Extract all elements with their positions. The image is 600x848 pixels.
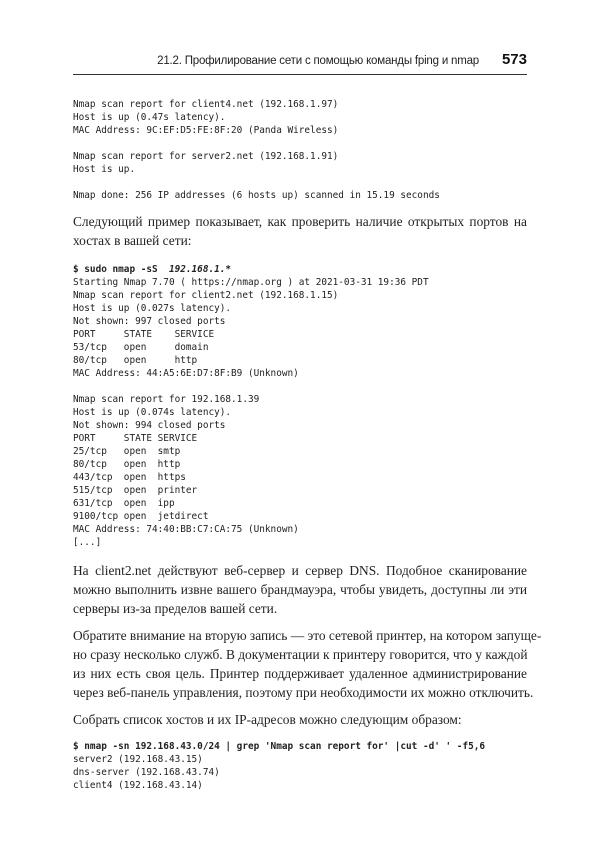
paragraph-open-ports-intro xyxy=(73,212,527,250)
code-line: 9100/tcp open jetdirect xyxy=(73,511,209,522)
code-line: [...] xyxy=(73,537,102,548)
code-line: 80/tcp open http xyxy=(73,459,181,470)
code-line: server2 (192.168.43.15) xyxy=(73,754,203,765)
code-line: MAC Address: 44:A5:6E:D7:8F:B9 (Unknown) xyxy=(73,368,299,379)
paragraph-line: из них есть своя цель. Принтер поддерживает удаленное администрирование xyxy=(73,666,527,681)
running-header xyxy=(73,50,527,75)
paragraph-printer-note xyxy=(73,626,542,702)
code-line: Host is up (0.47s latency). xyxy=(73,112,226,123)
paragraph-line: можно выполнить извне вашего брандмауэра, чтобы увидеть, доступны ли эти xyxy=(73,582,527,597)
code-line: Host is up. xyxy=(73,164,136,175)
paragraph-line: Собрать список хостов и их IP-адресов можно следующим образом: xyxy=(73,712,462,727)
command-line: $ nmap -sn 192.168.43.0/24 | grep 'Nmap scan report for' |cut -d' ' -f5,6 xyxy=(73,741,486,752)
code-line: Nmap done: 256 IP addresses (6 hosts up) scanned in 15.19 seconds xyxy=(73,190,440,201)
paragraph-line: Обратите внимание на вторую запись — это сетевой принтер, на котором запуще- xyxy=(73,628,542,643)
paragraph-host-list-intro xyxy=(73,710,527,729)
code-line: Not shown: 997 closed ports xyxy=(73,316,226,327)
code-line: PORT STATE SERVICE xyxy=(73,329,215,340)
code-line: Host is up (0.074s latency). xyxy=(73,407,232,418)
code-block-nmap-sn xyxy=(73,740,527,792)
chapter-title: 21.2. Профилирование сети с помощью команды fping и nmap xyxy=(157,55,479,67)
page-number: 573 xyxy=(501,51,527,68)
paragraph-line: Следующий пример показывает, как проверить наличие открытых портов на xyxy=(73,214,527,229)
code-line-blank xyxy=(73,176,527,189)
code-line: Nmap scan report for 192.168.1.39 xyxy=(73,394,260,405)
code-block-nmap-sS xyxy=(73,263,527,549)
code-block-nmap-output-1 xyxy=(73,98,527,202)
code-line-blank xyxy=(73,137,527,150)
code-line: Nmap scan report for client2.net (192.168.1.15) xyxy=(73,290,339,301)
code-line: Starting Nmap 7.70 ( https://nmap.org ) at 2021-03-31 19:36 PDT xyxy=(73,277,429,288)
command-prefix: $ sudo nmap -sS xyxy=(73,264,169,275)
code-line: PORT STATE SERVICE xyxy=(73,433,198,444)
page-content xyxy=(73,98,542,792)
code-line: 53/tcp open domain xyxy=(73,342,209,353)
code-line: Nmap scan report for client4.net (192.168.1.97) xyxy=(73,99,339,110)
paragraph-line: серверы из-за пределов вашей сети. xyxy=(73,601,278,616)
code-line: 631/tcp open ipp xyxy=(73,498,175,509)
paragraph-client2-services xyxy=(73,561,527,618)
code-line: 25/tcp open smtp xyxy=(73,446,181,457)
paragraph-line: через веб-панель управления, поэтому при необходимости их можно отключить. xyxy=(73,685,534,700)
code-line: 443/tcp open https xyxy=(73,472,186,483)
code-line: MAC Address: 74:40:BB:C7:CA:75 (Unknown) xyxy=(73,524,299,535)
code-line: Nmap scan report for server2.net (192.168.1.91) xyxy=(73,151,339,162)
code-line: client4 (192.168.43.14) xyxy=(73,780,203,791)
command-argument: 192.168.1.* xyxy=(168,264,232,275)
code-line: Host is up (0.027s latency). xyxy=(73,303,232,314)
code-line: 515/tcp open printer xyxy=(73,485,198,496)
command-line xyxy=(73,263,527,276)
paragraph-line: хостах в вашей сети: xyxy=(73,233,192,248)
code-line: Not shown: 994 closed ports xyxy=(73,420,226,431)
code-line: 80/tcp open http xyxy=(73,355,198,366)
paragraph-line: На client2.net действуют веб-сервер и сервер DNS. Подобное сканирование xyxy=(73,563,527,578)
paragraph-line: но сразу несколько служб. В документации к принтеру говорится, что у каждой xyxy=(73,647,528,662)
code-line: MAC Address: 9C:EF:D5:FE:8F:20 (Panda Wireless) xyxy=(73,125,339,136)
code-line: dns-server (192.168.43.74) xyxy=(73,767,220,778)
code-line-blank xyxy=(73,380,527,393)
